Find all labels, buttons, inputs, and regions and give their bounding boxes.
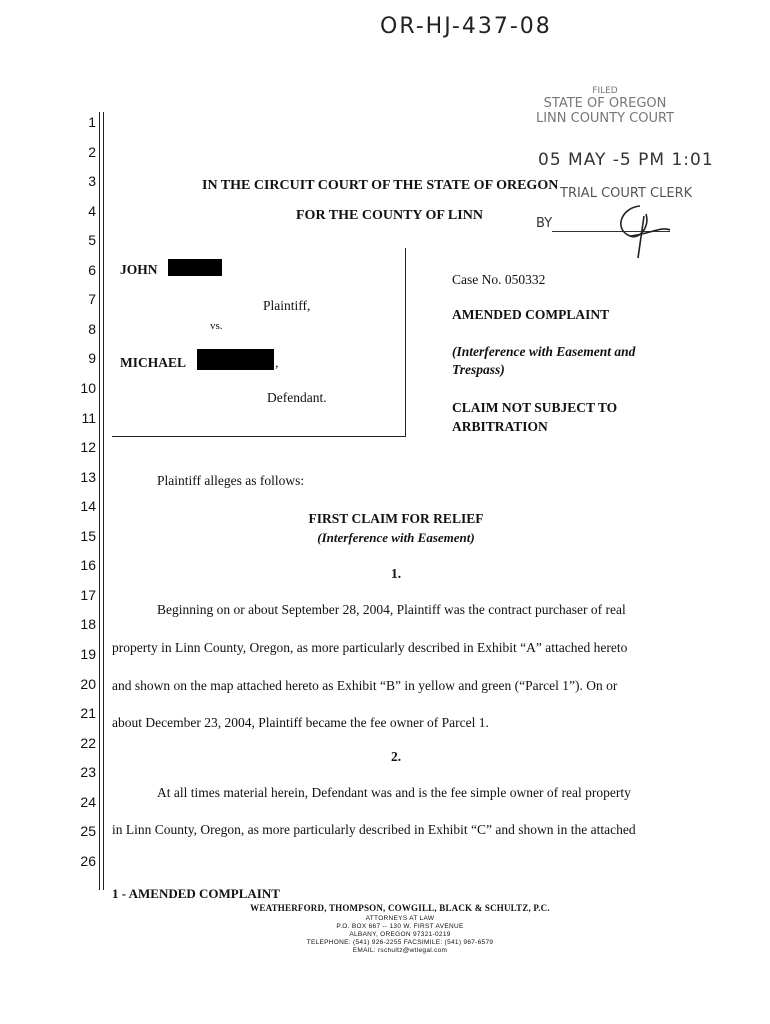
line-number: 20 <box>80 676 96 692</box>
line-number: 6 <box>88 262 96 278</box>
margin-rule-right <box>103 112 104 890</box>
court-heading: IN THE CIRCUIT COURT OF THE STATE OF OREGON <box>202 178 559 193</box>
line-number: 26 <box>80 853 96 869</box>
paragraph-line: about December 23, 2004, Plaintiff became the fee owner of Parcel 1. <box>112 715 489 730</box>
claim-heading: FIRST CLAIM FOR RELIEF <box>308 511 484 526</box>
line-number: 23 <box>80 764 96 780</box>
document-subtitle-line2: Trespass) <box>452 362 505 377</box>
county-heading: FOR THE COUNTY OF LINN <box>296 208 483 223</box>
line-number: 9 <box>88 350 96 366</box>
line-number: 1 <box>88 114 96 130</box>
arbitration-notice-line2: ARBITRATION <box>452 419 548 434</box>
document-subtitle-line1: (Interference with Easement and <box>452 344 636 359</box>
paragraph-number: 2. <box>390 749 402 764</box>
stamp-date: 05 MAY -5 PM 1:01 <box>538 150 714 170</box>
footer-address <box>240 915 560 955</box>
redaction-bar <box>168 259 222 276</box>
paragraph-line: in Linn County, Oregon, as more particularly described in Exhibit “C” and shown in the attached <box>112 822 636 837</box>
line-number: 22 <box>80 735 96 751</box>
stamp-state: STATE OF OREGON <box>543 96 667 111</box>
footer-line: ALBANY, OREGON 97321-0219 <box>349 931 451 938</box>
defendant-name: MICHAEL <box>120 355 187 370</box>
paragraph-number: 1. <box>390 566 402 581</box>
clerk-signature <box>600 196 680 260</box>
defendant-label: Defendant. <box>267 390 327 405</box>
line-number: 5 <box>88 232 96 248</box>
versus: vs. <box>210 320 223 332</box>
line-number: 10 <box>80 380 96 396</box>
footer-firm-name: WEATHERFORD, THOMPSON, COWGILL, BLACK & SCHULTZ, P.C. <box>250 903 550 913</box>
line-number: 7 <box>88 291 96 307</box>
plaintiff-name: JOHN <box>120 262 158 277</box>
line-number: 14 <box>80 498 96 514</box>
footer-line: EMAIL: rschultz@wtlegal.com <box>352 947 448 954</box>
line-number: 4 <box>88 203 96 219</box>
plaintiff-label: Plaintiff, <box>263 298 311 313</box>
redaction-bar <box>197 349 274 370</box>
footer-line: ATTORNEYS AT LAW <box>365 915 435 922</box>
line-number: 15 <box>80 528 96 544</box>
filing-stamp <box>520 86 690 126</box>
intro-text: Plaintiff alleges as follows: <box>157 473 305 488</box>
footer-line: P.O. BOX 667 -- 130 W. FIRST AVENUE <box>336 923 464 930</box>
line-number: 11 <box>81 410 96 426</box>
line-number: 12 <box>80 439 96 455</box>
line-number: 24 <box>80 794 96 810</box>
defendant-comma: , <box>275 355 279 370</box>
paragraph-line: property in Linn County, Oregon, as more particularly described in Exhibit “A” attached hereto <box>112 640 628 655</box>
line-number: 25 <box>80 823 96 839</box>
handwritten-reference: OR-HJ-437-08 <box>380 14 552 39</box>
case-number: Case No. 050332 <box>452 272 546 287</box>
line-number: 17 <box>80 587 96 603</box>
line-number: 18 <box>80 616 96 632</box>
claim-subheading: (Interference with Easement) <box>317 530 475 545</box>
arbitration-notice-line1: CLAIM NOT SUBJECT TO <box>452 400 618 415</box>
line-number: 8 <box>88 321 96 337</box>
paragraph-line: and shown on the map attached hereto as Exhibit “B” in yellow and green (“Parcel 1”). On or <box>112 678 618 693</box>
line-number: 3 <box>88 173 96 189</box>
margin-rule-left <box>99 112 100 890</box>
caption-divider <box>405 248 406 437</box>
paragraph-line: At all times material herein, Defendant was and is the fee simple owner of real property <box>157 785 631 800</box>
stamp-clerk: TRIAL COURT CLERK <box>560 186 693 201</box>
caption-bottom-rule <box>112 436 406 437</box>
stamp-filed: FILED <box>592 86 618 96</box>
footer-page-label: 1 - AMENDED COMPLAINT <box>112 886 280 901</box>
line-number: 13 <box>80 469 96 485</box>
line-number: 16 <box>80 557 96 573</box>
line-number: 21 <box>80 705 96 721</box>
paragraph-line: Beginning on or about September 28, 2004, Plaintiff was the contract purchaser of real <box>157 602 626 617</box>
stamp-county: LINN COUNTY COURT <box>535 111 675 126</box>
stamp-by: BY <box>536 216 553 231</box>
line-number: 2 <box>88 144 96 160</box>
document-title: AMENDED COMPLAINT <box>452 307 610 322</box>
footer-line: TELEPHONE: (541) 926-2255 FACSIMILE: (541) 967-6579 <box>306 939 494 946</box>
line-number: 19 <box>80 646 96 662</box>
